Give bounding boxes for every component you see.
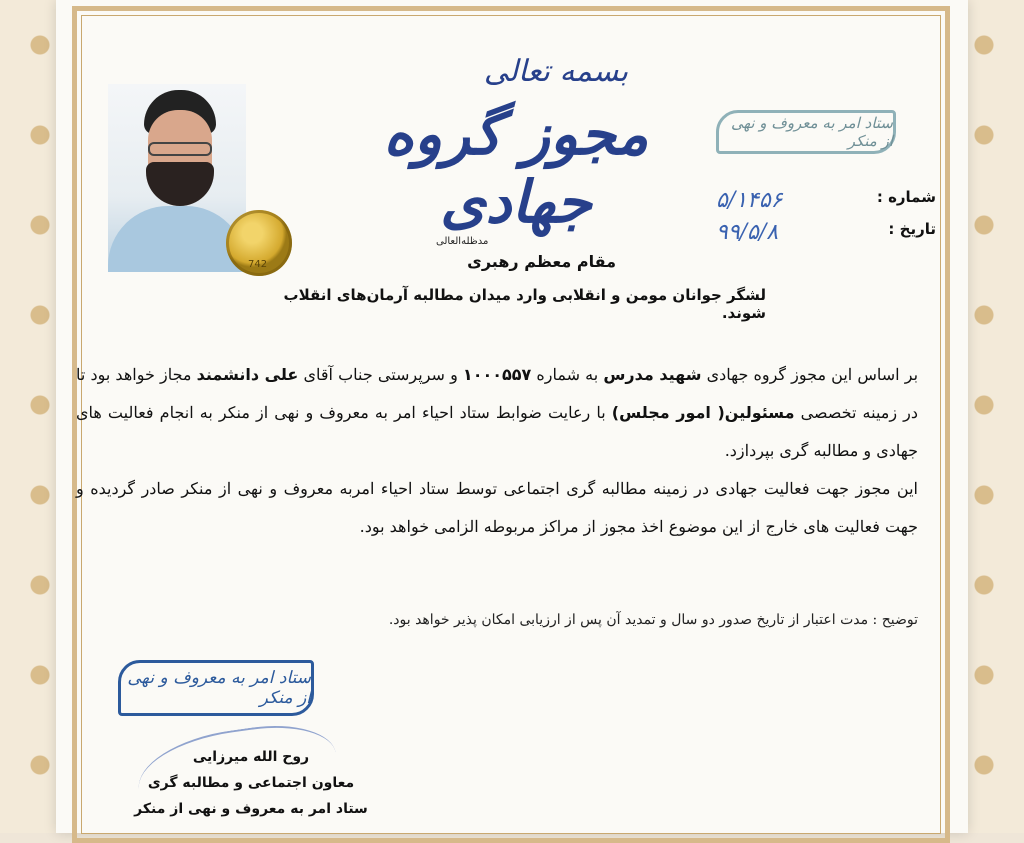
- signer-name: روح الله میرزایی: [192, 749, 310, 765]
- date-value: ۹۹/۵/۸: [716, 220, 779, 245]
- validity-note: توضیح : مدت اعتبار از تاریخ صدور دو سال و تمدید آن پس از ارزیابی امکان پذیر خواهد بود.: [388, 612, 918, 628]
- certificate-paper: [56, 0, 968, 833]
- certificate-body: [76, 356, 918, 546]
- signer-role: معاون اجتماعی و مطالبه گری: [147, 775, 355, 791]
- body-paragraph-1: بر اساس این مجوز گروه جهادی شهید مدرس به شماره ۱۰۰۰۵۵۷ و سرپرستی جناب آقای علی دانشمند مجاز خواهد بود تا در زمینه تخصصی مسئولین( امور مجلس) با رعایت ضوابط ستاد احیاء امر به معروف و نهی از منکر به انجام فعالیت های جهادی و مطالبه گری بپردازد.: [76, 365, 919, 460]
- specialty: مسئولین( امور مجلس): [611, 403, 795, 422]
- page-title: مجوز گروه جهادی: [383, 100, 649, 236]
- leader-honorific: مدظله‌العالی: [436, 236, 489, 247]
- seal-code: 742: [248, 259, 268, 270]
- top-stamp: ستاد امر به معروف و نهی از منکر: [716, 110, 896, 154]
- bottom-stamp: ستاد امر به معروف و نهی از منکر: [118, 660, 314, 716]
- gold-seal: [226, 210, 292, 276]
- group-number: ۱۰۰۰۵۵۷: [462, 365, 532, 384]
- number-value: ۵/۱۴۵۶: [716, 188, 783, 213]
- number-label: شماره :: [876, 188, 936, 206]
- leader-title: مقام معظم رهبری: [467, 252, 616, 271]
- date-row: [716, 220, 936, 245]
- body-paragraph-2: این مجوز جهت فعالیت جهادی در زمینه مطالبه گری اجتماعی توسط ستاد احیاء امربه معروف و نهی از منکر صادر گردیده و جهت فعالیت های خارج از این موضوع اخذ مجوز از مراکز مربوطه الزامی خواهد بود.: [76, 479, 918, 536]
- signature-block: [126, 744, 376, 822]
- leader-quote: لشگر جوانان مومن و انقلابی وارد میدان مطالبه آرمان‌های انقلاب شوند.: [283, 286, 766, 322]
- number-row: [716, 188, 936, 213]
- signer-org: ستاد امر به معروف و نهی از منکر: [134, 801, 368, 817]
- invocation-text: بسمه تعالی: [483, 54, 629, 89]
- date-label: تاریخ :: [888, 220, 936, 238]
- group-name: شهید مدرس: [603, 365, 702, 384]
- person-name: علی دانشمند: [196, 365, 299, 384]
